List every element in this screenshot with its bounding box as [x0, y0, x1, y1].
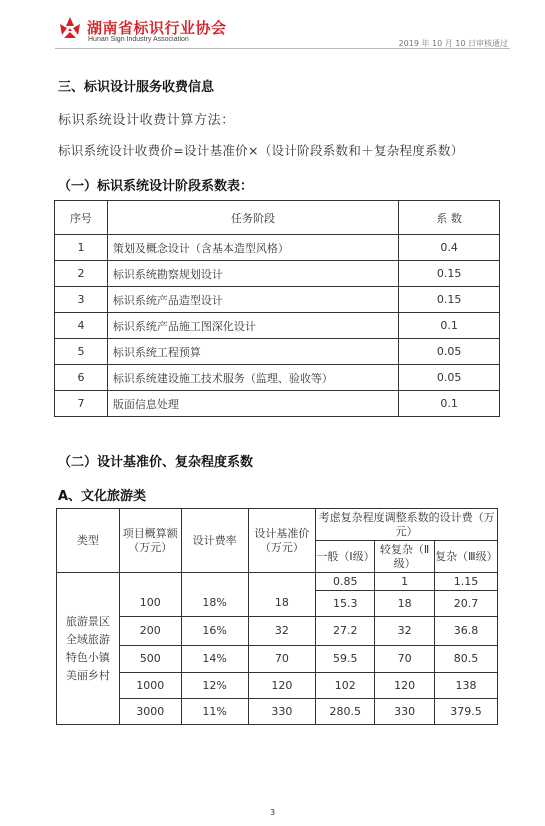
header-complexity: 考虑复杂程度调整系数的设计费（万元） [316, 509, 498, 541]
task-stage: 标识系统勘察规划设计 [107, 261, 398, 287]
complex-value: 379.5 [435, 699, 498, 725]
part2-title: （二）设计基准价、复杂程度系数 [58, 455, 254, 470]
type-label: 旅游景区全域旅游特色小镇美丽乡村 [57, 573, 120, 725]
table-row [55, 261, 500, 287]
header-cell: 系 数 [399, 201, 500, 235]
section-title: 三、标识设计服务收费信息 [58, 80, 215, 95]
budget-value: 100 [119, 591, 181, 617]
medium-value: 32 [375, 617, 435, 646]
header-base-price: 设计基准价（万元） [248, 509, 316, 573]
part1-title: （一）标识系统设计阶段系数表： [58, 179, 254, 194]
header-medium: 较复杂（Ⅱ级） [375, 541, 435, 573]
general-value: 27.2 [316, 617, 375, 646]
header-type: 类型 [57, 509, 120, 573]
table-row [57, 617, 498, 646]
general-value: 102 [316, 673, 375, 699]
stage-coefficient-table [54, 200, 500, 417]
base-price-value: 18 [248, 591, 316, 617]
task-stage: 标识系统建设施工技术服务（监理、验收等） [107, 365, 398, 391]
table-row [55, 365, 500, 391]
coefficient-row [57, 573, 498, 591]
task-stage: 版面信息处理 [107, 391, 398, 417]
budget-value: 1000 [119, 673, 181, 699]
general-value: 280.5 [316, 699, 375, 725]
table-row [55, 287, 500, 313]
rate-value: 16% [181, 617, 248, 646]
coefficient: 0.15 [399, 287, 500, 313]
header-divider [55, 48, 510, 49]
task-stage: 标识系统产品造型设计 [107, 287, 398, 313]
coefficient: 0.05 [399, 365, 500, 391]
table-row [55, 391, 500, 417]
org-name: 湖南省标识行业协会 [87, 19, 227, 37]
empty-cell [181, 573, 248, 591]
table-row [55, 339, 500, 365]
row-index: 6 [55, 365, 108, 391]
complex-value: 80.5 [435, 646, 498, 673]
table-header-row [55, 201, 500, 235]
medium-value: 18 [375, 591, 435, 617]
row-index: 5 [55, 339, 108, 365]
table-row [55, 235, 500, 261]
table-header-row [57, 509, 498, 541]
coefficient: 1.15 [435, 573, 498, 591]
row-index: 2 [55, 261, 108, 287]
header-cell: 序号 [55, 201, 108, 235]
coefficient: 0.4 [399, 235, 500, 261]
org-name-english: Hunan Sign Industry Association [88, 36, 189, 43]
row-index: 4 [55, 313, 108, 339]
general-value: 59.5 [316, 646, 375, 673]
complex-value: 138 [435, 673, 498, 699]
header-budget: 项目概算额（万元） [119, 509, 181, 573]
medium-value: 70 [375, 646, 435, 673]
row-index: 7 [55, 391, 108, 417]
rate-value: 14% [181, 646, 248, 673]
task-stage: 策划及概念设计（含基本造型风格） [107, 235, 398, 261]
base-price-value: 330 [248, 699, 316, 725]
coefficient: 1 [375, 573, 435, 591]
base-price-value: 70 [248, 646, 316, 673]
page-header [55, 14, 510, 52]
medium-value: 120 [375, 673, 435, 699]
table-row [57, 673, 498, 699]
header-cell: 任务阶段 [107, 201, 398, 235]
empty-cell [119, 573, 181, 591]
general-value: 15.3 [316, 591, 375, 617]
header-general: 一般（Ⅰ级） [316, 541, 375, 573]
row-index: 1 [55, 235, 108, 261]
header-complex: 复杂（Ⅲ级） [435, 541, 498, 573]
coefficient: 0.85 [316, 573, 375, 591]
base-price-value: 120 [248, 673, 316, 699]
rate-value: 18% [181, 591, 248, 617]
table-row [55, 313, 500, 339]
method-label: 标识系统设计收费计算方法： [58, 113, 235, 128]
formula-text: 标识系统设计收费价=设计基准价×（设计阶段系数和＋复杂程度系数） [58, 143, 464, 158]
coefficient: 0.1 [399, 313, 500, 339]
complex-value: 20.7 [435, 591, 498, 617]
table-row [57, 699, 498, 725]
category-subtitle: A、文化旅游类 [58, 489, 147, 504]
row-index: 3 [55, 287, 108, 313]
coefficient: 0.15 [399, 261, 500, 287]
header-rate: 设计费率 [181, 509, 248, 573]
rate-value: 11% [181, 699, 248, 725]
table-row [57, 646, 498, 673]
task-stage: 标识系统工程预算 [107, 339, 398, 365]
budget-value: 200 [119, 617, 181, 646]
coefficient: 0.1 [399, 391, 500, 417]
base-price-value: 32 [248, 617, 316, 646]
table-row [57, 591, 498, 617]
coefficient: 0.05 [399, 339, 500, 365]
audit-note: 2019 年 10 月 10 日审核通过 [398, 39, 508, 48]
task-stage: 标识系统产品施工图深化设计 [107, 313, 398, 339]
base-price-table [56, 508, 498, 725]
rate-value: 12% [181, 673, 248, 699]
association-logo-icon [55, 14, 85, 44]
medium-value: 330 [375, 699, 435, 725]
budget-value: 3000 [119, 699, 181, 725]
empty-cell [248, 573, 316, 591]
budget-value: 500 [119, 646, 181, 673]
complex-value: 36.8 [435, 617, 498, 646]
page-number: 3 [269, 808, 276, 817]
